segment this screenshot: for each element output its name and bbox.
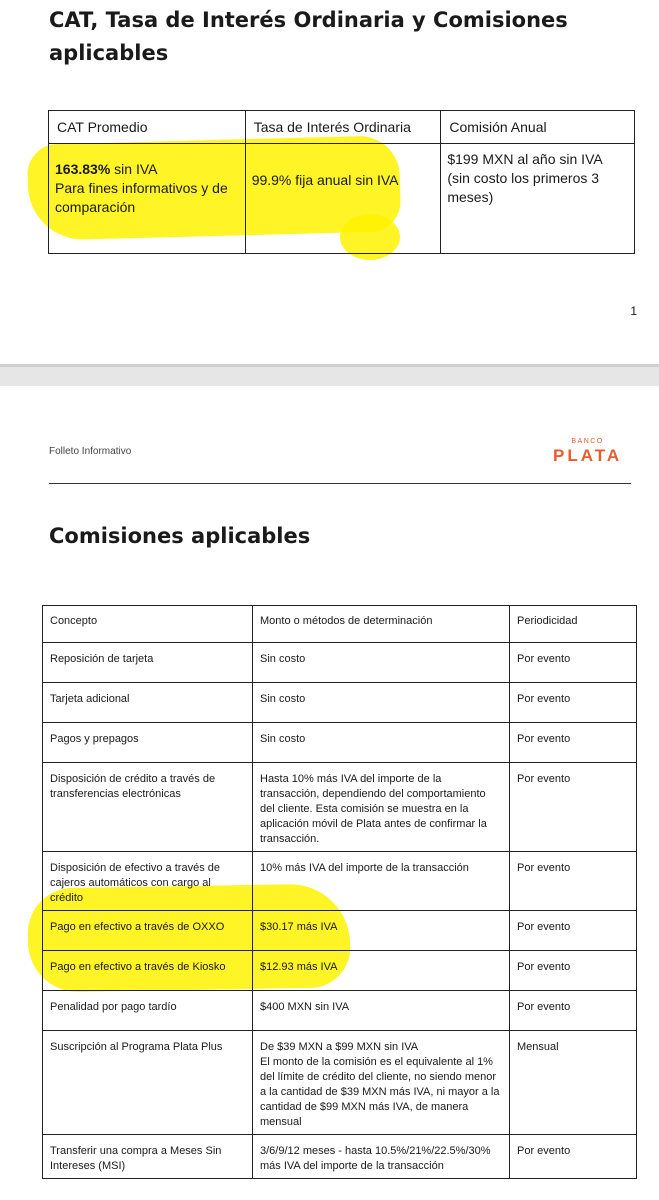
header-concept: Concepto xyxy=(43,606,253,643)
period-cell: Por evento xyxy=(510,951,637,991)
document-page-1 xyxy=(0,0,659,368)
logo-big-text: PLATA xyxy=(553,446,623,465)
header-annual-fee: Comisión Anual xyxy=(441,111,635,144)
amount-cell: Sin costo xyxy=(253,643,510,683)
table-row xyxy=(43,643,637,683)
period-cell: Por evento xyxy=(510,763,637,852)
logo-small-text: BANCO xyxy=(571,438,604,445)
period-cell: Por evento xyxy=(510,991,637,1031)
period-cell: Por evento xyxy=(510,911,637,951)
period-cell: Por evento xyxy=(510,723,637,763)
concept-cell: Disposición de crédito a través de transferencias electrónicas xyxy=(43,763,253,852)
table-row xyxy=(43,1135,637,1179)
amount-cell: 3/6/9/12 meses - hasta 10.5%/21%/22.5%/30% más IVA del importe de la transacción xyxy=(253,1135,510,1179)
concept-cell: Tarjeta adicional xyxy=(43,683,253,723)
table-row xyxy=(43,852,637,911)
concept-cell: Penalidad por pago tardío xyxy=(43,991,253,1031)
period-cell: Por evento xyxy=(510,852,637,911)
cat-table xyxy=(48,110,635,254)
concept-cell: Pagos y prepagos xyxy=(43,723,253,763)
section-title: Comisiones aplicables xyxy=(49,524,311,548)
amount-cell: $400 MXN sin IVA xyxy=(253,991,510,1031)
concept-cell: Reposición de tarjeta xyxy=(43,643,253,683)
rate-cell: 99.9% fija anual sin IVA xyxy=(245,144,441,254)
period-cell: Por evento xyxy=(510,643,637,683)
table-header-row xyxy=(49,111,635,144)
period-cell: Mensual xyxy=(510,1031,637,1135)
concept-cell: Transferir una compra a Meses Sin Intereses (MSI) xyxy=(43,1135,253,1179)
document-page-2 xyxy=(0,386,659,1200)
concept-cell: Disposición de efectivo a través de cajeros automáticos con cargo al crédito xyxy=(43,852,253,911)
amount-cell: Sin costo xyxy=(253,683,510,723)
cat-note: Para fines informativos y de comparación xyxy=(55,180,228,215)
concept-cell: Suscripción al Programa Plata Plus xyxy=(43,1031,253,1135)
table-row xyxy=(43,951,637,991)
annual-fee-cell: $199 MXN al año sin IVA (sin costo los primeros 3 meses) xyxy=(441,144,635,254)
page-separator xyxy=(0,364,659,386)
amount-cell: $12.93 más IVA xyxy=(253,951,510,991)
period-cell: Por evento xyxy=(510,1135,637,1179)
commissions-table xyxy=(42,605,637,1179)
amount-cell: Hasta 10% más IVA del importe de la transacción, dependiendo del comportamiento del cliente. Esta comisión se muestra en la aplicación móvil de Plata antes de confirmar la transacción. xyxy=(253,763,510,852)
banco-plata-logo xyxy=(553,438,622,466)
amount-cell: De $39 MXN a $99 MXN sin IVA El monto de la comisión es el equivalente al 1% del límite de crédito del cliente, no siendo menor a la cantidad de $39 MXN más IVA, ni mayor a la cantidad de $99 MXN más IVA, de manera mensual xyxy=(253,1031,510,1135)
page-title: CAT, Tasa de Interés Ordinaria y Comisiones aplicables xyxy=(49,8,568,65)
table-row xyxy=(43,683,637,723)
table-row xyxy=(43,991,637,1031)
header-amount: Monto o métodos de determinación xyxy=(253,606,510,643)
table-row xyxy=(43,911,637,951)
header-cat: CAT Promedio xyxy=(49,111,246,144)
cat-suffix: sin IVA xyxy=(110,161,158,177)
table-row xyxy=(49,144,635,254)
cat-cell xyxy=(49,144,246,254)
header-period: Periodicidad xyxy=(510,606,637,643)
amount-cell: $30.17 más IVA xyxy=(253,911,510,951)
table-header-row xyxy=(43,606,637,643)
table-row xyxy=(43,1031,637,1135)
table-row xyxy=(43,763,637,852)
cat-value: 163.83% xyxy=(55,161,111,177)
amount-cell: 10% más IVA del importe de la transacción xyxy=(253,852,510,911)
header-rate: Tasa de Interés Ordinaria xyxy=(245,111,441,144)
document-header-label: Folleto Informativo xyxy=(49,446,132,457)
page-number: 1 xyxy=(630,304,637,318)
table-row xyxy=(43,723,637,763)
period-cell: Por evento xyxy=(510,683,637,723)
amount-cell: Sin costo xyxy=(253,723,510,763)
concept-cell: Pago en efectivo a través de Kiosko xyxy=(43,951,253,991)
header-divider xyxy=(49,483,631,484)
concept-cell: Pago en efectivo a través de OXXO xyxy=(43,911,253,951)
